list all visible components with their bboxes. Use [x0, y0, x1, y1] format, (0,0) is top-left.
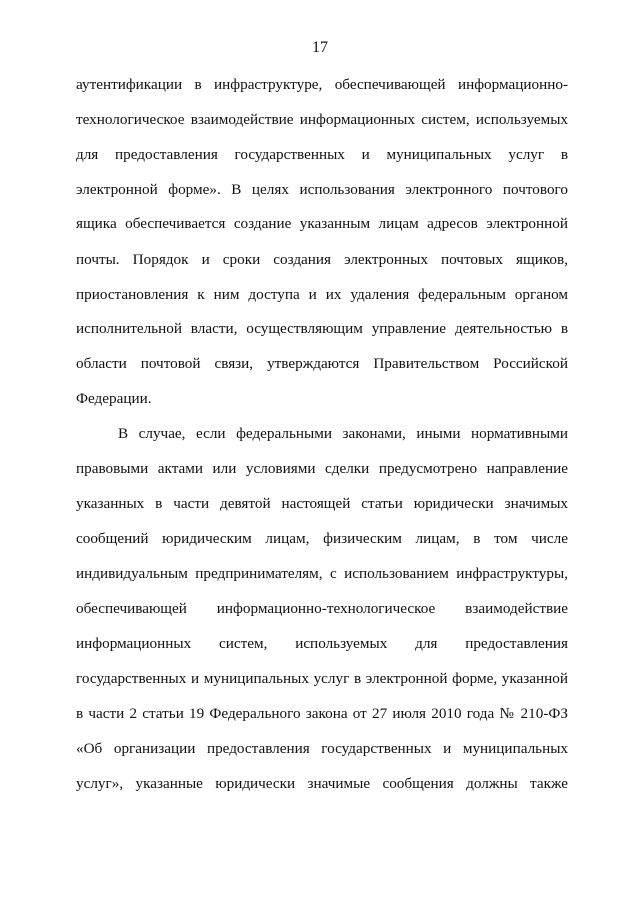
text-line: В случае, если федеральными законами, иными нормативными: [118, 425, 568, 442]
text-line: аутентификации в инфраструктуре, обеспечивающей информационно-: [76, 76, 568, 93]
text-line: услуг», указанные юридически значимые сообщения должны также: [76, 775, 568, 792]
text-line: области почтовой связи, утверждаются Правительством Российской: [76, 355, 568, 372]
text-line: почты. Порядок и сроки создания электронных почтовых ящиков,: [76, 251, 568, 268]
text-line: технологическое взаимодействие информационных систем, используемых: [76, 111, 568, 128]
text-line: государственных и муниципальных услуг в электронной форме, указанной: [76, 670, 568, 687]
text-line: Федерации.: [76, 390, 152, 407]
text-line: указанных в части девятой настоящей статьи юридически значимых: [76, 495, 568, 512]
text-line: ящика обеспечивается создание указанным лицам адресов электронной: [76, 215, 568, 232]
text-line: в части 2 статьи 19 Федерального закона от 27 июля 2010 года № 210-ФЗ: [76, 705, 568, 722]
text-line: «Об организации предоставления государственных и муниципальных: [76, 740, 568, 757]
text-line: правовыми актами или условиями сделки предусмотрено направление: [76, 460, 568, 477]
text-line: для предоставления государственных и муниципальных услуг в: [76, 146, 568, 163]
text-line: электронной форме». В целях использования электронного почтового: [76, 181, 568, 198]
text-line: информационных систем, используемых для предоставления: [76, 635, 568, 652]
text-line: индивидуальным предпринимателям, с использованием инфраструктуры,: [76, 565, 568, 582]
text-line: сообщений юридическим лицам, физическим лицам, в том числе: [76, 530, 568, 547]
text-line: исполнительной власти, осуществляющим управление деятельностью в: [76, 320, 568, 337]
text-line: приостановления к ним доступа и их удаления федеральным органом: [76, 286, 568, 303]
text-line: обеспечивающей информационно-технологическое взаимодействие: [76, 600, 568, 617]
page-number: 17: [312, 39, 328, 56]
